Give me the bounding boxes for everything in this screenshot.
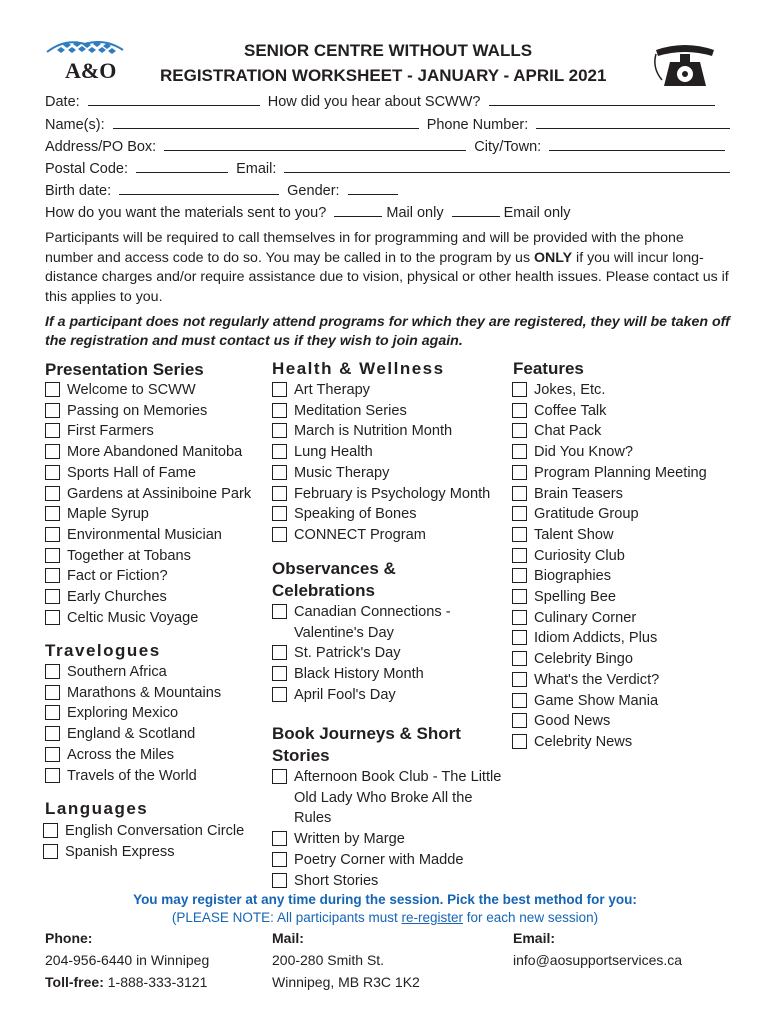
checklist-item[interactable] [43,842,263,863]
checklist-item[interactable] [512,525,727,546]
checklist-item[interactable] [45,566,265,587]
checkbox[interactable] [512,527,527,542]
checkbox[interactable] [45,685,60,700]
checklist-item[interactable] [272,829,504,850]
checklist-item[interactable] [272,525,507,546]
checkbox[interactable] [512,423,527,438]
checklist-item[interactable] [45,766,265,787]
checkbox[interactable] [272,604,287,619]
date-field[interactable] [88,93,260,106]
reregister-post: for each new session) [463,910,599,925]
checkbox[interactable] [512,693,527,708]
checkbox[interactable] [43,823,58,838]
checklist-item[interactable] [512,463,727,484]
checklist-item[interactable] [512,649,727,670]
checkbox[interactable] [272,831,287,846]
checklist-item-label: Gratitude Group [534,506,639,523]
checklist-item[interactable] [512,587,727,608]
checklist-item-label: Together at Tobans [67,547,191,564]
date-label: Date: [45,94,80,110]
checklist-item-label: Spelling Bee [534,589,616,606]
checklist-item-label: Game Show Mania [534,692,659,709]
checkbox[interactable] [45,664,60,679]
checkbox[interactable] [45,382,60,397]
checkbox[interactable] [272,465,287,480]
checkbox[interactable] [45,589,60,604]
checklist-item[interactable] [272,401,507,422]
checklist-item[interactable] [45,683,265,704]
checklist-item[interactable] [45,724,265,745]
checkbox[interactable] [512,672,527,687]
checkbox[interactable] [45,568,60,583]
row-names [45,116,725,133]
birth-label: Birth date: [45,183,112,199]
checkbox[interactable] [512,734,527,749]
hear-field[interactable] [489,93,715,106]
checklist-item-label: English Conversation Circle [65,823,245,839]
checkbox[interactable] [512,444,527,459]
checklist-item-label: Southern Africa [67,664,167,680]
checklist-item-label: Afternoon Book Club - The Little Old Lady Who Broke All the Rules [294,769,502,827]
checklist-item-label: Idiom Addicts, Plus [534,630,658,647]
checklist-item-label: February is Psychology Month [294,485,491,502]
checkbox[interactable] [512,548,527,563]
checkbox[interactable] [43,844,58,859]
checklist-item-label: Lung Health [294,444,373,461]
checklist-item-label: Environmental Musician [67,526,222,543]
checkbox[interactable] [272,645,287,660]
checklist-item-label: Chat Pack [534,423,602,440]
checklist-item[interactable] [272,643,472,664]
checklist-item-label: Art Therapy [294,382,370,398]
checkbox[interactable] [45,705,60,720]
checklist-item-label: Meditation Series [294,402,407,419]
checklist-item[interactable] [45,442,265,463]
checklist-item-label: Written by Marge [294,831,405,848]
checklist-item[interactable] [512,670,727,691]
health-list [272,380,507,546]
gender-label: Gender: [287,183,340,199]
checklist-item-label: Biographies [534,568,612,585]
checklist-item-label: Curiosity Club [534,547,625,564]
tollfree-label: Toll-free: [45,973,104,990]
checklist-item-label: Music Therapy [294,464,390,481]
city-field[interactable] [549,138,725,151]
mail-line1: 200-280 Smith St. [272,952,385,968]
phone-label: Phone Number: [426,117,529,133]
checklist-item-label: Program Planning Meeting [534,464,707,481]
row-address [45,138,725,155]
checkbox[interactable] [45,423,60,438]
checkbox[interactable] [272,506,287,521]
features-list [512,380,727,753]
checklist-item-label: Did You Know? [534,444,633,461]
checklist-item-label: Culinary Corner [534,609,637,626]
checklist-item[interactable] [45,662,265,683]
email-contact [513,930,682,972]
checklist-item-label: Good News [534,713,611,730]
checkbox[interactable] [272,527,287,542]
checklist-item-label: What's the Verdict? [534,671,660,688]
address-label: Address/PO Box: [45,139,157,155]
materials-label: How do you want the materials sent to you? [45,205,327,221]
mail-line2: Winnipeg, MB R3C 1K2 [272,973,420,990]
checklist-item[interactable] [45,484,265,505]
presentation-list [45,380,265,628]
checklist-item[interactable] [45,745,265,766]
checklist-item[interactable] [512,504,727,525]
email-only-field[interactable] [452,204,500,217]
checklist-item[interactable] [272,767,504,829]
attendance-warning: If a participant does not regularly attend programs for which they are registered, they will be taken off the registration and must contact us if they wish to join again. [45,314,730,349]
title-line2: REGISTRATION WORKSHEET - JANUARY - APRIL 2021 [160,66,607,85]
checkbox[interactable] [45,465,60,480]
checklist-item-label: CONNECT Program [294,526,426,543]
checkbox[interactable] [512,486,527,501]
row-materials [45,204,725,221]
travelogues-heading: Travelogues [45,641,161,660]
checklist-item-label: Black History Month [294,666,424,683]
presentation-series-heading: Presentation Series [45,360,204,379]
checklist-item[interactable] [45,401,265,422]
checklist-item[interactable] [512,711,727,732]
travelogues-list [45,662,265,786]
checkbox[interactable] [45,486,60,501]
mail-contact-label: Mail: [272,930,304,946]
checklist-item[interactable] [45,608,265,629]
checkbox[interactable] [45,403,60,418]
checklist-item[interactable] [512,442,727,463]
checklist-item[interactable] [512,546,727,567]
postal-field[interactable] [136,160,228,173]
checklist-item[interactable] [45,587,265,608]
book-heading-2: Stories [272,746,330,765]
names-field[interactable] [113,116,419,129]
checklist-item[interactable] [512,421,727,442]
checklist-item[interactable] [43,821,263,842]
checklist-item[interactable] [45,504,265,525]
logo-wave-icon [45,38,125,60]
checkbox[interactable] [272,873,287,888]
checklist-item-label: St. Patrick's Day [294,645,401,662]
checkbox[interactable] [512,713,527,728]
email-field[interactable] [284,160,730,173]
tollfree-value: 1-888-333-3121 [103,973,208,990]
checkbox[interactable] [45,527,60,542]
reregister-link[interactable]: re-register [401,910,464,925]
reregister-pre: (PLEASE NOTE: All participants must [171,910,402,925]
checklist-item-label: England & Scotland [67,726,196,743]
checklist-item-label: Canadian Connections - Valentine's Day [294,604,451,641]
checklist-item[interactable] [45,463,265,484]
checklist-item[interactable] [45,380,265,401]
checklist-item-label: Spanish Express [65,843,175,860]
email-contact-label: Email: [513,930,556,946]
checklist-item[interactable] [272,484,507,505]
checklist-item-label: Celebrity Bingo [534,651,633,668]
checklist-item-label: Early Churches [67,589,167,606]
checklist-item[interactable] [272,850,504,871]
checkbox[interactable] [512,630,527,645]
checkbox[interactable] [272,382,287,397]
checkbox[interactable] [45,548,60,563]
tollfree-contact [45,972,209,994]
reregister-note [0,910,770,925]
phone-field[interactable] [536,116,730,129]
checklist-item[interactable] [45,703,265,724]
checkbox[interactable] [512,465,527,480]
features-heading: Features [513,359,584,378]
row-date [45,93,725,110]
checklist-item[interactable] [512,608,727,629]
checklist-item-label: April Fool's Day [294,686,396,703]
instructions-only: ONLY [533,249,573,266]
book-list [272,767,504,891]
checklist-item-label: Jokes, Etc. [534,382,606,398]
checklist-item[interactable] [272,871,504,892]
checkbox[interactable] [45,444,60,459]
checkbox[interactable] [272,423,287,438]
register-note: You may register at any time during the session. Pick the best method for you: [133,892,637,907]
instructions-paragraph [45,229,730,307]
checklist-item[interactable] [512,566,727,587]
languages-list [43,821,263,862]
observances-heading-1: Observances & [272,559,396,578]
phone-contact [45,930,209,993]
checkbox[interactable] [512,403,527,418]
mail-contact [272,930,420,993]
checklist-item-label: Celtic Music Voyage [67,609,199,626]
instructions-text-2: if you will incur long-distance charges and/or require assistance due to vision, physical or other health issues. Please contact us if this applies to you. [45,249,729,305]
checklist-item-label: More Abandoned Manitoba [67,444,243,461]
checklist-item-label: Brain Teasers [534,485,623,502]
health-wellness-heading: Health & Wellness [272,359,445,378]
checklist-item-label: Exploring Mexico [67,705,179,722]
email-only-label: Email only [503,205,571,221]
mail-only-field[interactable] [334,204,382,217]
checkbox[interactable] [45,726,60,741]
address-field[interactable] [164,138,466,151]
checkbox[interactable] [512,651,527,666]
checklist-item[interactable] [512,691,727,712]
checklist-item-label: Passing on Memories [67,402,208,419]
observances-heading-2: Celebrations [272,581,375,600]
checklist-item-label: Speaking of Bones [294,506,417,523]
row-birth [45,182,725,199]
email-label: Email: [236,161,277,177]
checklist-item-label: Celebrity News [534,733,633,750]
checklist-item[interactable] [272,664,472,685]
ao-logo [45,38,125,86]
languages-heading: Languages [45,799,149,818]
checkbox[interactable] [272,687,287,702]
checkbox[interactable] [272,852,287,867]
checkbox[interactable] [272,666,287,681]
book-heading-1: Book Journeys & Short [272,724,461,743]
telephone-icon [650,40,720,88]
checkbox[interactable] [512,506,527,521]
email-contact-value[interactable]: info@aosupportservices.ca [513,952,683,968]
checkbox[interactable] [272,486,287,501]
checkbox[interactable] [45,768,60,783]
checklist-item[interactable] [272,463,507,484]
checklist-item-label: Gardens at Assiniboine Park [67,485,252,502]
instructions-text-1: Participants will be required to call themselves in for programming and will be provided with the phone number and access code to do so. You may be called in to the program by us [45,230,684,266]
checklist-item[interactable] [45,525,265,546]
checklist-item[interactable] [512,380,727,401]
mail-only-label: Mail only [386,205,444,221]
names-label: Name(s): [45,117,105,133]
checkbox[interactable] [45,610,60,625]
checkbox[interactable] [272,403,287,418]
title-line1: SENIOR CENTRE WITHOUT WALLS [244,41,533,60]
checkbox[interactable] [512,610,527,625]
checkbox[interactable] [45,506,60,521]
observances-list [272,602,472,706]
checklist-item-label: Travels of the World [67,767,197,784]
row-postal [45,160,725,177]
birth-field[interactable] [119,182,279,195]
checklist-item-label: Sports Hall of Fame [67,464,196,481]
checkbox[interactable] [45,747,60,762]
checklist-item[interactable] [272,380,507,401]
checklist-item[interactable] [272,685,472,706]
checklist-item-label: Maple Syrup [67,506,149,523]
checklist-item-label: March is Nutrition Month [294,423,453,440]
city-label: City/Town: [474,139,542,155]
checklist-item[interactable] [272,602,472,643]
checkbox[interactable] [512,589,527,604]
checklist-item-label: Short Stories [294,872,379,889]
checklist-item[interactable] [512,732,727,753]
checklist-item[interactable] [512,401,727,422]
checkbox[interactable] [512,568,527,583]
checklist-item[interactable] [272,504,507,525]
checklist-item[interactable] [45,546,265,567]
checklist-item-label: Talent Show [534,526,614,543]
checkbox[interactable] [512,382,527,397]
phone-contact-label: Phone: [45,930,93,946]
checklist-item-label: Welcome to SCWW [67,382,196,398]
checklist-item-label: Fact or Fiction? [67,568,168,585]
checklist-item-label: Marathons & Mountains [67,684,222,701]
hear-label: How did you hear about SCWW? [267,94,481,110]
gender-field[interactable] [348,182,398,195]
logo-text: A&O [65,58,117,83]
checklist-item[interactable] [512,484,727,505]
checkbox[interactable] [272,444,287,459]
checklist-item[interactable] [272,421,507,442]
checklist-item-label: Poetry Corner with Madde [294,851,464,868]
checkbox[interactable] [272,769,287,784]
checklist-item[interactable] [272,442,507,463]
checklist-item[interactable] [45,421,265,442]
checklist-item-label: First Farmers [67,423,154,440]
checklist-item[interactable] [512,628,727,649]
phone-contact-value: 204-956-6440 in Winnipeg [45,952,210,968]
checklist-item-label: Across the Miles [67,746,175,763]
checklist-item-label: Coffee Talk [534,402,607,419]
postal-label: Postal Code: [45,161,129,177]
